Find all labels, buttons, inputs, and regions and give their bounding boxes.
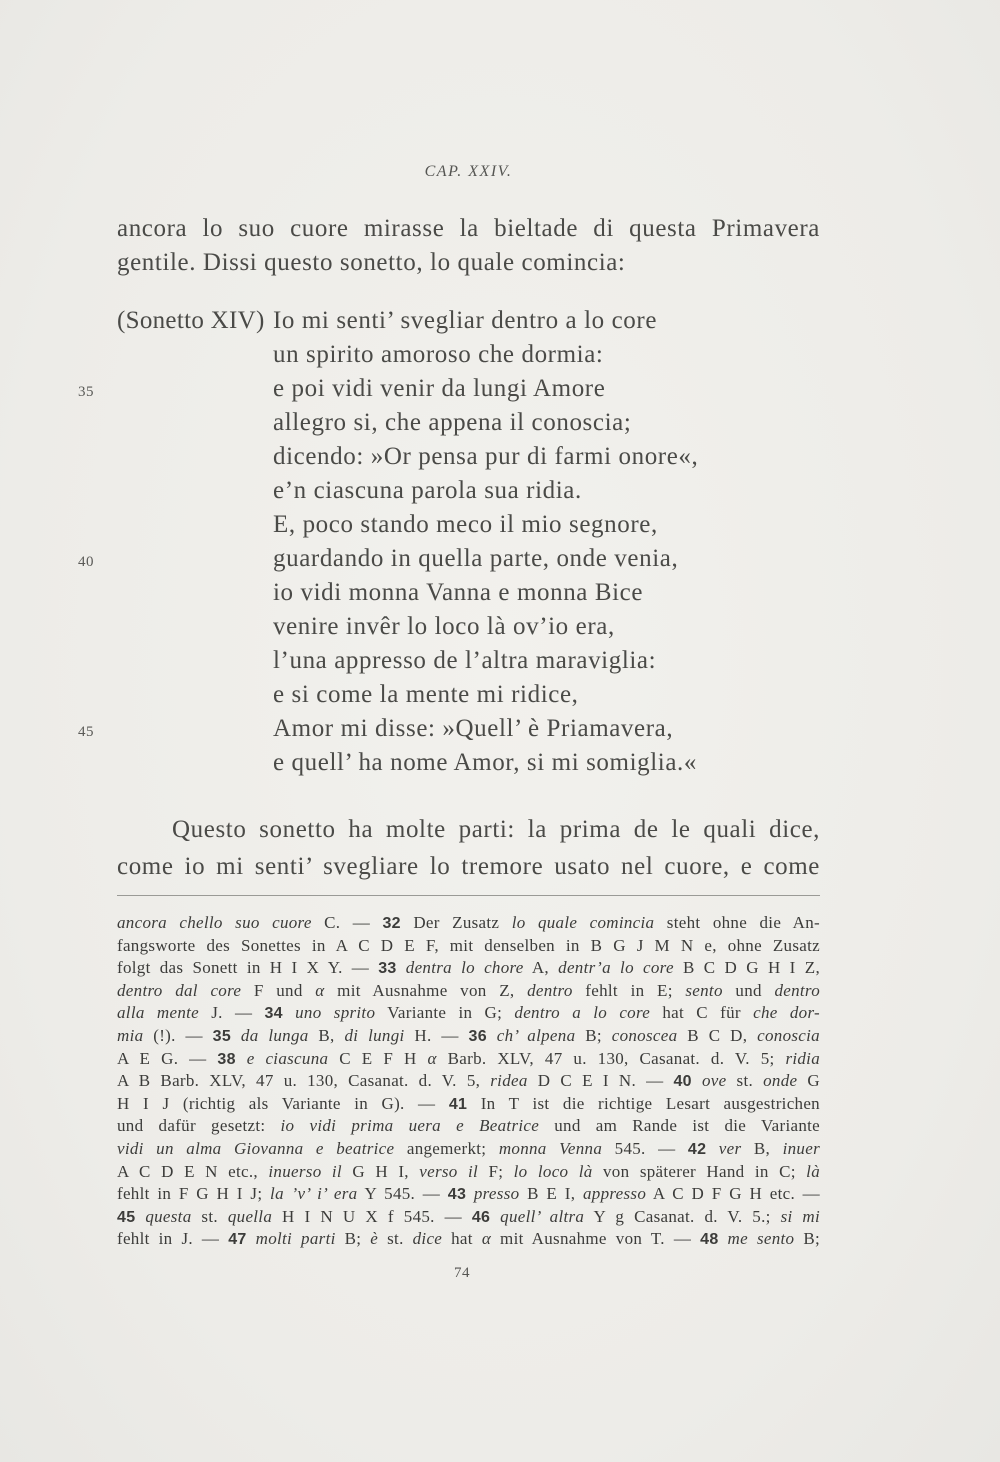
apparatus-line: [117, 1048, 820, 1071]
apparatus-reading: dentro: [774, 980, 820, 1000]
sonnet-label: (Sonetto XIV): [117, 307, 265, 334]
sonnet-line-text: io vidi monna Vanna e monna Bice: [273, 579, 644, 606]
apparatus-line-ref: 33: [378, 960, 397, 978]
apparatus-line-ref: 38: [217, 1050, 236, 1068]
apparatus-text: Der Zusatz: [400, 913, 512, 932]
apparatus-text: B,: [308, 1025, 345, 1045]
apparatus-text: st.: [726, 1071, 764, 1091]
sonnet-line-text: allegro si, che appena il conoscia;: [273, 409, 632, 436]
commentary-line: come io mi senti’ svegliare lo tremore usato nel cuore, e come: [117, 853, 820, 880]
apparatus-line-ref: 45: [117, 1208, 136, 1226]
apparatus-text: folgt das Sonett in H I X Y. —: [117, 958, 379, 978]
sonnet-line: [273, 576, 820, 610]
apparatus-text: Barb. XLV, 47 u. 130, Casanat. d. V. 5;: [436, 1048, 786, 1068]
apparatus-text: mit Ausnahme von T. —: [491, 1229, 701, 1249]
apparatus-line-ref: 46: [471, 1208, 491, 1226]
apparatus-reading: presso: [466, 1184, 520, 1204]
sonnet-line: [273, 440, 820, 474]
apparatus-reading: dentr’a lo core: [558, 958, 674, 978]
sonnet-line-text: guardando in quella parte, onde venia,: [273, 545, 679, 572]
apparatus-line-ref: 34: [264, 1005, 283, 1023]
apparatus-text: G: [797, 1071, 821, 1091]
apparatus-reading: dentro a lo core: [514, 1003, 651, 1023]
apparatus-reading: ridea: [490, 1071, 528, 1091]
apparatus-reading: lo quale comincia: [511, 913, 655, 932]
apparatus-text: B,: [741, 1138, 783, 1158]
footnote-rule: [117, 895, 820, 896]
apparatus-text: H I N U X f 545. —: [272, 1206, 472, 1226]
apparatus-reading: ver: [706, 1138, 742, 1158]
apparatus-reading: questa: [135, 1206, 192, 1226]
apparatus-line-ref: 41: [448, 1095, 468, 1113]
apparatus-reading: appresso: [582, 1184, 647, 1204]
apparatus-text: und dafür gesetzt:: [117, 1116, 281, 1136]
apparatus-reading: ch’ alpena: [486, 1025, 576, 1045]
apparatus-reading: si mi: [780, 1206, 821, 1226]
apparatus-reading: ancora chello suo cuore: [117, 913, 312, 932]
sonnet-line-text: e poi vidi venir da lungi Amore: [273, 375, 606, 402]
apparatus-reading: vidi un alma Giovanna e beatrice: [117, 1138, 395, 1158]
apparatus-line: [117, 1183, 820, 1206]
apparatus-text: In T ist die richtige Lesart ausgestrichen: [467, 1093, 820, 1113]
apparatus-text: H. —: [404, 1025, 469, 1045]
running-head: CAP. XXIV.: [424, 163, 513, 180]
apparatus-reading: sento: [685, 980, 723, 1000]
apparatus-text: B E I,: [519, 1184, 583, 1204]
apparatus-reading: di lungi: [344, 1025, 405, 1045]
apparatus-reading: conoscea: [611, 1025, 678, 1045]
apparatus-text: Y g Casanat. d. V. 5.;: [584, 1206, 781, 1226]
verse-number: 35: [78, 384, 94, 400]
verse-number: 45: [78, 724, 94, 740]
apparatus-text: H I J (richtig als Variante in G). —: [117, 1093, 449, 1113]
page-number: 74: [454, 1265, 470, 1281]
apparatus-reading: ove: [691, 1071, 727, 1091]
apparatus-text: fehlt in F G H I J;: [117, 1184, 271, 1204]
apparatus-reading: è: [370, 1229, 379, 1249]
apparatus-line: [117, 1070, 820, 1093]
apparatus-text: st.: [378, 1229, 413, 1249]
apparatus-text: J. —: [198, 1003, 265, 1023]
apparatus-text: 545. —: [602, 1138, 688, 1158]
apparatus-text: fangsworte des Sonettes in A C D E F, mit denselben in B G J M N e, ohne Zusatz: [117, 935, 820, 955]
apparatus-text: A E G. —: [117, 1048, 218, 1068]
apparatus-text: G H I,: [341, 1161, 420, 1181]
apparatus-text: C E F H: [328, 1048, 428, 1068]
apparatus-line: [117, 957, 820, 980]
apparatus-line: [117, 1002, 820, 1025]
apparatus-reading: inuer: [782, 1138, 820, 1158]
apparatus-reading: monna Venna: [498, 1138, 603, 1158]
apparatus-line: [117, 1206, 820, 1229]
verse-number: 40: [78, 554, 94, 570]
apparatus-reading: α: [315, 980, 325, 1000]
apparatus-text: A,: [523, 958, 559, 978]
apparatus-reading: ridia: [785, 1048, 820, 1068]
apparatus-reading: da lunga: [231, 1025, 309, 1045]
apparatus-line-ref: 42: [687, 1140, 707, 1158]
apparatus-text: F und: [241, 980, 316, 1000]
sonnet-line: [78, 542, 820, 576]
apparatus-text: Y 545. —: [357, 1184, 448, 1204]
apparatus-line-ref: 35: [212, 1027, 232, 1045]
apparatus-reading: dentra lo chore: [396, 958, 524, 978]
apparatus-reading: uno sprito: [282, 1003, 376, 1023]
intro-line: gentile. Dissi questo sonetto, lo quale comincia:: [117, 249, 626, 276]
sonnet-line-text: l’una appresso de l’altra maraviglia:: [273, 647, 657, 674]
sonnet-line: [78, 372, 820, 406]
apparatus-text: A B Barb. XLV, 47 u. 130, Casanat. d. V. 5,: [117, 1071, 491, 1091]
apparatus-line: [117, 980, 820, 1003]
intro-line: ancora lo suo cuore mirasse la bieltade di questa Primavera: [117, 215, 820, 242]
sonnet-line-text: e quell’ ha nome Amor, si mi somiglia.«: [273, 749, 697, 776]
apparatus-line: [117, 1115, 820, 1138]
sonnet-line: [273, 406, 820, 440]
apparatus-line: [117, 1161, 820, 1184]
apparatus-text: von späterer Hand in C;: [592, 1161, 807, 1181]
apparatus-reading: conoscia: [757, 1025, 820, 1045]
apparatus-text: mit Ausnahme von Z,: [324, 980, 528, 1000]
apparatus-reading: alla mente: [117, 1003, 199, 1023]
apparatus-text: B C D,: [677, 1025, 758, 1045]
apparatus-reading: α: [481, 1229, 492, 1249]
apparatus-text: st.: [191, 1206, 228, 1226]
sonnet-line-text: E, poco stando meco il mio segnore,: [273, 511, 658, 538]
sonnet-line: [273, 474, 820, 508]
sonnet-line-text: Io mi senti’ svegliar dentro a lo core: [273, 307, 658, 334]
apparatus-text: angemerkt;: [394, 1138, 499, 1158]
apparatus-line-ref: 40: [673, 1073, 692, 1091]
apparatus-text: B;: [575, 1025, 612, 1045]
sonnet-line-text: e’n ciascuna parola sua ridia.: [273, 477, 582, 504]
apparatus-text: hat: [442, 1229, 482, 1249]
apparatus-text: A C D F G H etc. —: [646, 1184, 820, 1204]
sonnet-line: [273, 746, 820, 780]
apparatus-line-ref: 36: [468, 1027, 487, 1045]
apparatus-text: A C D E N etc.,: [117, 1161, 269, 1181]
apparatus-reading: inuerso il: [268, 1161, 342, 1181]
apparatus-reading: io vidi prima uera e Beatrice: [280, 1116, 540, 1136]
apparatus-text: und: [722, 980, 775, 1000]
apparatus-line: [117, 1025, 820, 1048]
sonnet-line-text: e si come la mente mi ridice,: [273, 681, 579, 708]
apparatus-line: [117, 935, 820, 958]
sonnet-line: [273, 678, 820, 712]
critical-apparatus: [117, 912, 820, 1251]
apparatus-text: B;: [794, 1229, 820, 1249]
sonnet-line-text: dicendo: »Or pensa pur di farmi onore«,: [273, 443, 699, 470]
sonnet-line-text: venire invêr lo loco là ov’io era,: [273, 613, 615, 640]
apparatus-reading: dentro dal core: [117, 980, 242, 1000]
apparatus-text: D C E I N. —: [527, 1071, 674, 1091]
apparatus-line-ref: 47: [228, 1231, 247, 1249]
sonnet-line: [78, 712, 820, 746]
apparatus-text: Variante in G;: [375, 1003, 515, 1023]
apparatus-text: F;: [478, 1161, 514, 1181]
apparatus-text: und am Rande ist die Variante: [539, 1116, 820, 1136]
apparatus-reading: mia: [117, 1025, 144, 1045]
apparatus-text: steht ohne die An-: [654, 913, 821, 932]
apparatus-text: fehlt in E;: [572, 980, 686, 1000]
apparatus-reading: molti parti: [246, 1229, 336, 1249]
apparatus-reading: α: [427, 1048, 437, 1068]
apparatus-line-ref: 43: [447, 1186, 467, 1204]
apparatus-reading: dentro: [527, 980, 573, 1000]
apparatus-text: fehlt in J. —: [117, 1229, 229, 1249]
sonnet-line-text: un spirito amoroso che dormia:: [273, 341, 604, 368]
sonnet-line-text: Amor mi disse: »Quell’ è Priamavera,: [273, 715, 674, 742]
apparatus-text: B C D G H I Z,: [673, 958, 821, 978]
apparatus-reading: quell’ altra: [490, 1206, 585, 1226]
apparatus-line: [117, 1228, 820, 1251]
commentary-line: Questo sonetto ha molte parti: la prima de le quali dice,: [172, 816, 820, 843]
apparatus-reading: me sento: [718, 1229, 795, 1249]
apparatus-reading: che dor-: [753, 1003, 820, 1023]
apparatus-reading: quella: [227, 1206, 273, 1226]
apparatus-line: [117, 1093, 820, 1116]
sonnet-line: [273, 508, 820, 542]
apparatus-reading: dice: [412, 1229, 443, 1249]
apparatus-line: [117, 1138, 820, 1161]
apparatus-text: hat C für: [650, 1003, 754, 1023]
apparatus-text: B;: [335, 1229, 371, 1249]
apparatus-reading: là: [806, 1161, 820, 1181]
sonnet-line: [273, 610, 820, 644]
apparatus-reading: onde: [763, 1071, 798, 1091]
sonnet-line: [273, 304, 820, 338]
apparatus-text: (!). —: [143, 1025, 213, 1045]
apparatus-reading: la ’v’ i’ era: [270, 1184, 358, 1204]
apparatus-line: [117, 912, 820, 935]
apparatus-reading: verso il: [419, 1161, 479, 1181]
apparatus-reading: lo loco là: [513, 1161, 593, 1181]
sonnet-line: [273, 338, 820, 372]
apparatus-line-ref: 48: [700, 1231, 719, 1249]
sonnet-line: [273, 644, 820, 678]
apparatus-text: C. —: [311, 913, 383, 932]
apparatus-line-ref: 32: [382, 915, 401, 932]
apparatus-reading: e ciascuna: [235, 1048, 329, 1068]
